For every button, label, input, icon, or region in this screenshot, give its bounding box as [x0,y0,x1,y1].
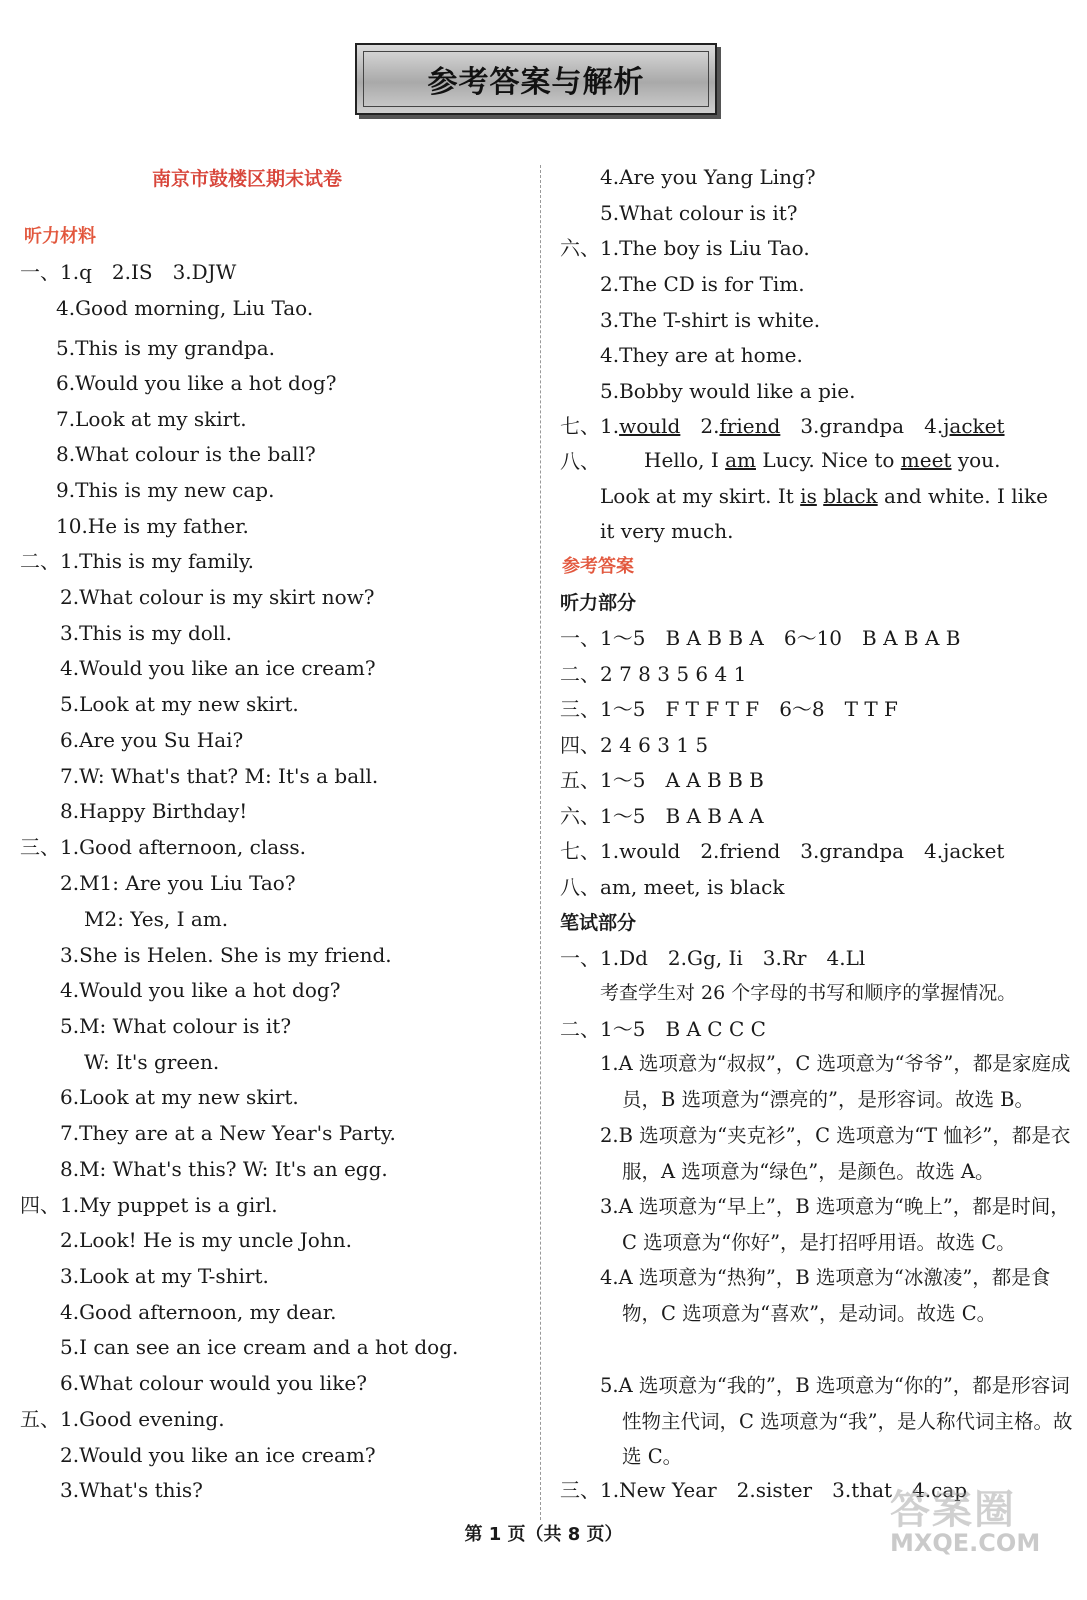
explanation-item: 1.A 选项意为“叔叔”，C 选项意为“爷爷”，都是家庭成员，B 选项意为“漂亮的”，是形容词。故选 B。 [600,1052,1071,1111]
material-line: 8.M: What's this? W: It's an egg. [60,1157,388,1181]
title-banner [355,43,717,115]
material-line: 3.Look at my T-shirt. [60,1264,269,1288]
watermark-cn: 答案圈 [890,1487,1016,1533]
listening-part-head: 听力部分 [560,592,637,614]
column-divider [540,165,541,1520]
explanation-item: 2.B 选项意为“夹克衫”，C 选项意为“T 恤衫”，都是衣服，A 选项意为“绿色”，是颜色。故选 A。 [600,1124,1071,1183]
watermark-logo [890,1478,1070,1568]
material-line: 一、1.q 2.IS 3.DJW [20,260,237,284]
written-q2: 二、1～5 B A C C C [560,1017,766,1041]
material-line: 3.She is Helen. She is my friend. [60,943,392,967]
material-line: 4.Would you like an ice cream? [60,656,376,680]
material-line: 5.M: What colour is it? [60,1014,292,1038]
material-line: 3.The T-shirt is white. [600,308,821,332]
watermark-en: MXQE.COM [890,1529,1041,1557]
answer-line: 五、1～5 A A B B B [560,768,764,792]
q7-line: 七、1.would 2.friend 3.grandpa 4.jacket [560,414,1005,438]
material-line: 2.The CD is for Tim. [600,272,805,296]
material-line: 3.What's this? [60,1478,203,1502]
material-line: 7.Look at my skirt. [56,407,247,431]
material-line: 4.Are you Yang Ling? [600,165,816,189]
page-title: 参考答案与解析 [427,65,645,100]
answer-line: 二、2 7 8 3 5 6 4 1 [560,661,747,686]
answer-head: 参考答案 [562,556,634,577]
q8-label: 八、 [560,449,600,473]
material-line: 3.This is my doll. [60,621,232,645]
material-line: 6.Would you like a hot dog? [56,371,337,395]
material-line: 2.Would you like an ice cream? [60,1443,376,1467]
material-line: 三、1.Good afternoon, class. [20,835,307,859]
material-line: 五、1.Good evening. [20,1407,225,1431]
written-q1: 一、1.Dd 2.Gg, Ii 3.Rr 4.Ll [560,946,866,970]
explanation-item: 3.A 选项意为“早上”，B 选项意为“晚上”，都是时间，C 选项意为“你好”，是打招呼用语。故选 C。 [600,1195,1070,1254]
material-line: 7.W: What's that? M: It's a ball. [60,764,379,788]
material-line: 8.Happy Birthday! [60,799,248,823]
material-line: 7.They are at a New Year's Party. [60,1121,396,1145]
material-line: 5.This is my grandpa. [56,336,276,360]
explanation-item: 4.A 选项意为“热狗”，B 选项意为“冰激凌”，都是食物，C 选项意为“喜欢”，是动词。故选 C。 [600,1266,1051,1325]
q8-passage: Hello, I am Lucy. Nice to meet you. Look at my skirt. It is black and white. I like it very much. [600,448,1048,543]
material-line: 4.Would you like a hot dog? [60,978,341,1002]
material-line: 8.What colour is the ball? [56,442,316,466]
material-line: 6.What colour would you like? [60,1371,367,1395]
written-q3: 三、1.New Year 2.sister 3.that 4.cap [560,1478,968,1502]
answer-line: 一、1～5 B A B B A 6～10 B A B A B [560,626,961,650]
material-line: 10.He is my father. [56,514,249,538]
written-q1-note: 考查学生对 26 个字母的书写和顺序的掌握情况。 [600,982,1017,1004]
answer-line: 四、2 4 6 3 1 5 [560,732,709,757]
material-line: 6.Are you Su Hai? [60,728,244,752]
material-line: 2.Look! He is my uncle John. [60,1228,352,1252]
exam-title: 南京市鼓楼区期末试卷 [152,168,343,190]
answer-line: 三、1～5 F T F T F 6～8 T T F [560,697,898,721]
material-line: 4.They are at home. [600,343,803,367]
material-line: 六、1.The boy is Liu Tao. [560,236,810,260]
material-line: 2.What colour is my skirt now? [60,585,375,609]
answer-line: 八、am, meet, is black [560,874,785,899]
material-line: 5.I can see an ice cream and a hot dog. [60,1335,459,1359]
material-line: 2.M1: Are you Liu Tao? [60,871,296,895]
material-line: 四、1.My puppet is a girl. [20,1193,278,1217]
material-line: 4.Good morning, Liu Tao. [56,296,314,320]
material-line: 5.Bobby would like a pie. [600,379,856,403]
answer-line: 六、1～5 B A B A A [560,803,764,828]
material-line: 5.What colour is it? [600,201,798,225]
written-part-head: 笔试部分 [560,912,637,934]
material-line: M2: Yes, I am. [84,907,229,931]
material-line: 4.Good afternoon, my dear. [60,1300,337,1324]
material-line: 5.Look at my new skirt. [60,692,299,716]
material-line: W: It's green. [84,1050,220,1074]
section-head-listening-material: 听力材料 [24,226,96,247]
explanation-item: 5.A 选项意为“我的”，B 选项意为“你的”，都是形容词性物主代词，C 选项意为“我”，是人称代词主格。故选 C。 [600,1374,1073,1468]
material-line: 二、1.This is my family. [20,549,255,573]
page-footer: 第 1 页（共 8 页） [464,1524,623,1545]
answer-line: 七、1.would 2.friend 3.grandpa 4.jacket [560,839,1005,863]
material-line: 9.This is my new cap. [56,478,275,502]
material-line: 6.Look at my new skirt. [60,1085,299,1109]
